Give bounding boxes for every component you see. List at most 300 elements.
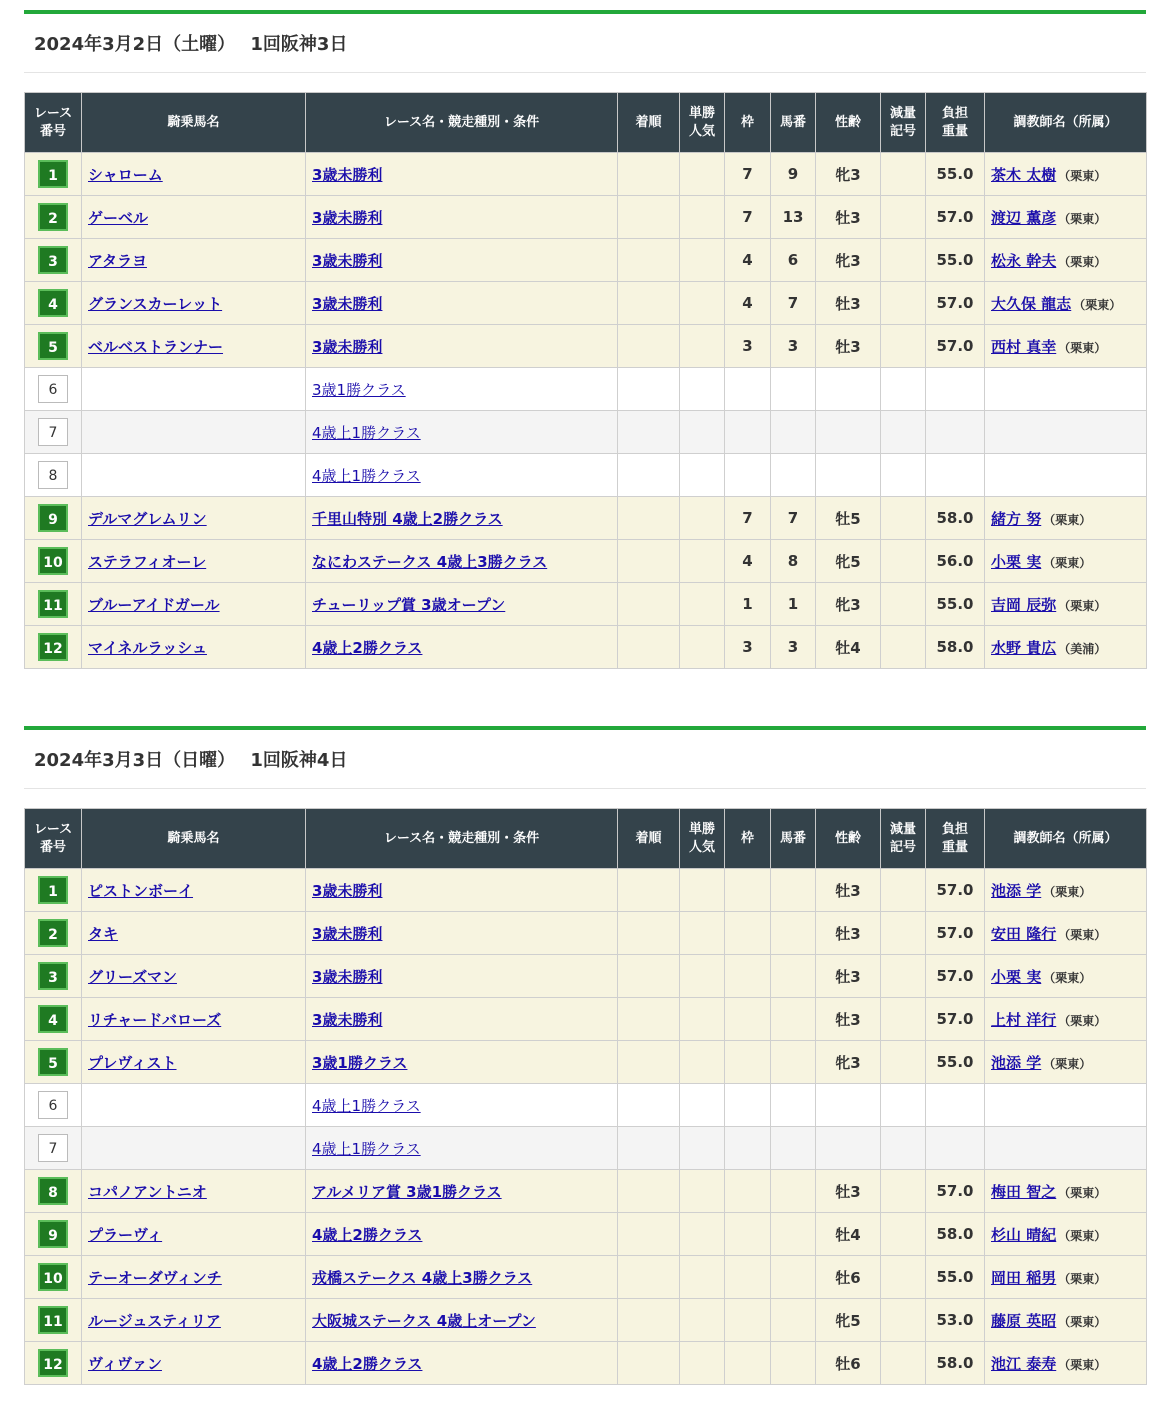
trainer-affiliation: （栗東） [1058, 168, 1107, 183]
trainer-link[interactable]: 水野 貴広 [991, 638, 1057, 657]
race-name-link[interactable]: 3歳未勝利 [312, 208, 383, 227]
trainer-link[interactable]: 梅田 智之 [991, 1182, 1057, 1201]
finish-cell [618, 411, 680, 454]
umaban-cell: 9 [771, 153, 816, 196]
trainer-link[interactable]: 小栗 実 [991, 967, 1042, 986]
race-number-badge: 10 [38, 547, 68, 575]
finish-cell [618, 153, 680, 196]
popularity-cell [680, 869, 725, 912]
trainer-affiliation: （栗東） [1058, 1228, 1107, 1243]
race-name-link[interactable]: 4歳上2勝クラス [312, 1354, 423, 1373]
race-number-cell [25, 955, 82, 998]
trainer-affiliation: （栗東） [1043, 1056, 1092, 1071]
horse-name-link[interactable]: グランスカーレット [88, 294, 223, 313]
race-number-badge: 12 [38, 1349, 68, 1377]
race-cell [306, 368, 618, 411]
trainer-link[interactable]: 池江 泰寿 [991, 1354, 1057, 1373]
trainer-affiliation: （美浦） [1058, 641, 1107, 656]
weight-cell: 57.0 [926, 1170, 985, 1213]
race-number-cell [25, 1299, 82, 1342]
race-cell [306, 1084, 618, 1127]
finish-cell [618, 1213, 680, 1256]
table-row [25, 1170, 1147, 1213]
finish-cell [618, 1299, 680, 1342]
horse-cell [82, 912, 306, 955]
race-cell [306, 1170, 618, 1213]
race-number-badge: 5 [38, 332, 68, 360]
race-name-link[interactable]: 3歳未勝利 [312, 924, 383, 943]
race-number-badge: 12 [38, 633, 68, 661]
trainer-link[interactable]: 渡辺 薫彦 [991, 208, 1057, 227]
race-name-link[interactable]: 千里山特別 4歳上2勝クラス [312, 509, 503, 528]
trainer-cell [985, 239, 1147, 282]
finish-cell [618, 325, 680, 368]
waku-cell: 1 [725, 583, 771, 626]
day-section [24, 10, 1146, 657]
table-row [25, 153, 1147, 196]
header-waku: 枠 [725, 93, 771, 153]
race-name-link[interactable]: 大阪城ステークス 4歳上オープン [312, 1311, 536, 1330]
race-name-link[interactable]: チューリップ賞 3歳オープン [312, 595, 506, 614]
race-number-cell [25, 869, 82, 912]
trainer-affiliation: （栗東） [1058, 211, 1107, 226]
race-number-badge: 2 [38, 919, 68, 947]
finish-cell [618, 912, 680, 955]
race-name-link[interactable]: 4歳上1勝クラス [312, 466, 421, 485]
race-cell [306, 955, 618, 998]
reduction-cell [881, 626, 926, 669]
sexage-cell [816, 368, 881, 411]
reduction-cell [881, 1041, 926, 1084]
popularity-cell [680, 1342, 725, 1385]
trainer-cell [985, 912, 1147, 955]
horse-name-link[interactable]: ベルベストランナー [88, 337, 224, 356]
race-cell [306, 626, 618, 669]
trainer-link[interactable]: 西村 真幸 [991, 337, 1057, 356]
horse-cell [82, 411, 306, 454]
race-name-link[interactable]: 3歳未勝利 [312, 165, 383, 184]
reduction-cell [881, 955, 926, 998]
header-race: レース名・競走種別・条件 [306, 809, 618, 869]
horse-cell [82, 368, 306, 411]
waku-cell [725, 411, 771, 454]
sexage-cell: 牝5 [816, 540, 881, 583]
horse-name-link[interactable]: ヴィヴァン [88, 1354, 162, 1373]
table-header-row [25, 809, 1147, 869]
race-number-badge: 4 [38, 289, 68, 317]
trainer-link[interactable]: 杉山 晴紀 [991, 1225, 1057, 1244]
table-row [25, 955, 1147, 998]
race-number-cell [25, 1170, 82, 1213]
table-row [25, 411, 1147, 454]
finish-cell [618, 626, 680, 669]
reduction-cell [881, 1170, 926, 1213]
sexage-cell: 牝3 [816, 153, 881, 196]
reduction-cell [881, 869, 926, 912]
sexage-cell: 牝3 [816, 1041, 881, 1084]
race-name-link[interactable]: 3歳未勝利 [312, 251, 383, 270]
popularity-cell [680, 1084, 725, 1127]
finish-cell [618, 998, 680, 1041]
header-umaban: 馬番 [771, 93, 816, 153]
waku-cell [725, 1342, 771, 1385]
header-weight: 負担 重量 [926, 809, 985, 869]
header-horse: 騎乗馬名 [82, 809, 306, 869]
umaban-cell: 7 [771, 497, 816, 540]
horse-name-link[interactable]: デルマグレムリン [88, 509, 207, 528]
header-sexage: 性齢 [816, 93, 881, 153]
trainer-cell [985, 325, 1147, 368]
trainer-cell [985, 540, 1147, 583]
finish-cell [618, 1342, 680, 1385]
trainer-cell [985, 1342, 1147, 1385]
weight-cell: 57.0 [926, 282, 985, 325]
umaban-cell [771, 998, 816, 1041]
weight-cell: 55.0 [926, 583, 985, 626]
finish-cell [618, 1256, 680, 1299]
race-cell [306, 540, 618, 583]
header-finish: 着順 [618, 93, 680, 153]
horse-name-link[interactable]: テーオーダヴィンチ [88, 1268, 222, 1287]
horse-name-link[interactable]: ピストンボーイ [88, 881, 194, 900]
trainer-affiliation: （栗東） [1043, 884, 1092, 899]
horse-cell [82, 1170, 306, 1213]
sexage-cell: 牡3 [816, 955, 881, 998]
race-cell [306, 282, 618, 325]
table-row [25, 626, 1147, 669]
table-row [25, 1041, 1147, 1084]
umaban-cell [771, 1084, 816, 1127]
popularity-cell [680, 196, 725, 239]
popularity-cell [680, 411, 725, 454]
race-number-badge: 3 [38, 246, 68, 274]
horse-name-link[interactable]: ステラフィオーレ [88, 552, 207, 571]
umaban-cell [771, 1256, 816, 1299]
trainer-link[interactable]: 松永 幹夫 [991, 251, 1057, 270]
sexage-cell: 牡6 [816, 1342, 881, 1385]
trainer-affiliation: （栗東） [1073, 297, 1122, 312]
race-number-cell [25, 1213, 82, 1256]
race-number-badge: 6 [38, 1091, 68, 1119]
reduction-cell [881, 239, 926, 282]
table-row [25, 1213, 1147, 1256]
umaban-cell: 1 [771, 583, 816, 626]
horse-cell [82, 1299, 306, 1342]
finish-cell [618, 1041, 680, 1084]
race-table [24, 808, 1147, 1385]
horse-name-link[interactable]: グリーズマン [88, 967, 177, 986]
weight-cell: 57.0 [926, 998, 985, 1041]
race-number-cell [25, 282, 82, 325]
trainer-cell [985, 1041, 1147, 1084]
header-weight: 負担 重量 [926, 93, 985, 153]
race-number-cell [25, 368, 82, 411]
race-name-link[interactable]: 4歳上1勝クラス [312, 1139, 421, 1158]
weight-cell: 58.0 [926, 1342, 985, 1385]
weight-cell: 56.0 [926, 540, 985, 583]
reduction-cell [881, 912, 926, 955]
race-cell [306, 153, 618, 196]
race-number-badge: 5 [38, 1048, 68, 1076]
trainer-cell [985, 153, 1147, 196]
header-sexage: 性齢 [816, 809, 881, 869]
race-name-link[interactable]: 4歳上2勝クラス [312, 638, 423, 657]
race-number-badge: 2 [38, 203, 68, 231]
horse-name-link[interactable]: リチャードバローズ [88, 1010, 222, 1029]
umaban-cell [771, 912, 816, 955]
trainer-affiliation: （栗東） [1043, 555, 1092, 570]
popularity-cell [680, 1170, 725, 1213]
weight-cell [926, 368, 985, 411]
reduction-cell [881, 454, 926, 497]
sexage-cell: 牝5 [816, 1299, 881, 1342]
race-number-cell [25, 153, 82, 196]
trainer-cell [985, 583, 1147, 626]
race-cell [306, 1342, 618, 1385]
waku-cell [725, 912, 771, 955]
popularity-cell [680, 497, 725, 540]
weight-cell: 57.0 [926, 325, 985, 368]
race-number-cell [25, 1256, 82, 1299]
race-number-cell [25, 325, 82, 368]
trainer-link[interactable]: 緒方 努 [991, 509, 1042, 528]
umaban-cell: 13 [771, 196, 816, 239]
popularity-cell [680, 1299, 725, 1342]
race-number-badge: 7 [38, 418, 68, 446]
weight-cell: 55.0 [926, 1041, 985, 1084]
horse-name-link[interactable]: プレヴィスト [88, 1053, 177, 1072]
table-row [25, 1084, 1147, 1127]
weight-cell [926, 1127, 985, 1170]
race-number-badge: 7 [38, 1134, 68, 1162]
header-race-no: レース 番号 [25, 809, 82, 869]
race-name-link[interactable]: アルメリア賞 3歳1勝クラス [312, 1182, 502, 1201]
race-cell [306, 196, 618, 239]
header-reduction: 減量 記号 [881, 93, 926, 153]
trainer-link[interactable]: 小栗 実 [991, 552, 1042, 571]
trainer-link[interactable]: 大久保 龍志 [991, 294, 1072, 313]
horse-cell [82, 583, 306, 626]
race-number-cell [25, 583, 82, 626]
reduction-cell [881, 1127, 926, 1170]
race-number-badge: 11 [38, 590, 68, 618]
finish-cell [618, 497, 680, 540]
race-number-cell [25, 1084, 82, 1127]
horse-cell [82, 1213, 306, 1256]
race-number-cell [25, 1041, 82, 1084]
race-name-link[interactable]: なにわステークス 4歳上3勝クラス [312, 552, 548, 571]
sexage-cell: 牡3 [816, 912, 881, 955]
trainer-cell [985, 1256, 1147, 1299]
umaban-cell [771, 955, 816, 998]
waku-cell [725, 955, 771, 998]
umaban-cell: 6 [771, 239, 816, 282]
race-name-link[interactable]: 戎橋ステークス 4歳上3勝クラス [312, 1268, 533, 1287]
race-number-cell [25, 626, 82, 669]
horse-name-link[interactable]: ブルーアイドガール [88, 595, 220, 614]
trainer-link[interactable]: 安田 隆行 [991, 924, 1057, 943]
waku-cell [725, 454, 771, 497]
reduction-cell [881, 1213, 926, 1256]
horse-name-link[interactable]: プラーヴィ [88, 1225, 163, 1244]
trainer-cell [985, 1213, 1147, 1256]
reduction-cell [881, 497, 926, 540]
weight-cell: 55.0 [926, 1256, 985, 1299]
trainer-link[interactable]: 上村 洋行 [991, 1010, 1057, 1029]
race-number-badge: 4 [38, 1005, 68, 1033]
reduction-cell [881, 1084, 926, 1127]
race-number-badge: 3 [38, 962, 68, 990]
horse-name-link[interactable]: ゲーベル [88, 208, 149, 227]
umaban-cell [771, 1213, 816, 1256]
race-name-link[interactable]: 3歳未勝利 [312, 294, 383, 313]
race-name-link[interactable]: 3歳1勝クラス [312, 380, 406, 399]
finish-cell [618, 1170, 680, 1213]
table-row [25, 540, 1147, 583]
race-number-cell [25, 1342, 82, 1385]
trainer-affiliation: （栗東） [1058, 598, 1107, 613]
umaban-cell: 7 [771, 282, 816, 325]
weight-cell: 58.0 [926, 626, 985, 669]
race-cell [306, 497, 618, 540]
sexage-cell: 牡4 [816, 1213, 881, 1256]
trainer-cell [985, 1084, 1147, 1127]
sexage-cell: 牡6 [816, 1256, 881, 1299]
waku-cell [725, 1299, 771, 1342]
table-row [25, 282, 1147, 325]
horse-cell [82, 239, 306, 282]
sexage-cell: 牡3 [816, 282, 881, 325]
table-row [25, 454, 1147, 497]
trainer-cell [985, 955, 1147, 998]
reduction-cell [881, 998, 926, 1041]
horse-cell [82, 998, 306, 1041]
race-cell [306, 583, 618, 626]
finish-cell [618, 955, 680, 998]
weight-cell: 57.0 [926, 955, 985, 998]
day-section [24, 726, 1146, 1373]
popularity-cell [680, 626, 725, 669]
umaban-cell [771, 454, 816, 497]
popularity-cell [680, 239, 725, 282]
reduction-cell [881, 1299, 926, 1342]
trainer-affiliation: （栗東） [1058, 1185, 1107, 1200]
finish-cell [618, 239, 680, 282]
popularity-cell [680, 454, 725, 497]
trainer-cell [985, 368, 1147, 411]
popularity-cell [680, 998, 725, 1041]
popularity-cell [680, 153, 725, 196]
popularity-cell [680, 368, 725, 411]
table-row [25, 912, 1147, 955]
popularity-cell [680, 955, 725, 998]
horse-cell [82, 955, 306, 998]
horse-name-link[interactable]: ルージュスティリア [88, 1311, 221, 1330]
weight-cell: 53.0 [926, 1299, 985, 1342]
trainer-affiliation: （栗東） [1043, 970, 1092, 985]
horse-name-link[interactable]: コパノアントニオ [88, 1182, 207, 1201]
waku-cell [725, 368, 771, 411]
table-row [25, 869, 1147, 912]
race-number-cell [25, 411, 82, 454]
race-name-link[interactable]: 4歳上1勝クラス [312, 1096, 421, 1115]
race-number-cell [25, 239, 82, 282]
trainer-link[interactable]: 吉岡 辰弥 [991, 595, 1057, 614]
waku-cell: 7 [725, 196, 771, 239]
day-title: 2024年3月2日（土曜） 1回阪神3日 [24, 14, 1146, 73]
trainer-link[interactable]: 藤原 英昭 [991, 1311, 1057, 1330]
table-row [25, 1127, 1147, 1170]
trainer-cell [985, 1170, 1147, 1213]
header-trainer: 調教師名（所属） [985, 93, 1147, 153]
sexage-cell: 牡3 [816, 998, 881, 1041]
umaban-cell [771, 411, 816, 454]
header-waku: 枠 [725, 809, 771, 869]
horse-name-link[interactable]: シャローム [88, 165, 163, 184]
race-name-link[interactable]: 3歳未勝利 [312, 337, 383, 356]
trainer-link[interactable]: 池添 学 [991, 881, 1042, 900]
horse-name-link[interactable]: タキ [88, 924, 119, 943]
table-row [25, 998, 1147, 1041]
header-horse: 騎乗馬名 [82, 93, 306, 153]
race-name-link[interactable]: 4歳上1勝クラス [312, 423, 421, 442]
race-number-badge: 9 [38, 1220, 68, 1248]
weight-cell: 58.0 [926, 1213, 985, 1256]
race-name-link[interactable]: 3歳未勝利 [312, 881, 383, 900]
table-row [25, 325, 1147, 368]
race-cell [306, 454, 618, 497]
weight-cell [926, 454, 985, 497]
race-cell [306, 1041, 618, 1084]
race-number-badge: 10 [38, 1263, 68, 1291]
trainer-affiliation: （栗東） [1058, 1271, 1107, 1286]
trainer-link[interactable]: 茶木 太樹 [991, 165, 1057, 184]
trainer-cell [985, 196, 1147, 239]
popularity-cell [680, 282, 725, 325]
race-cell [306, 912, 618, 955]
race-name-link[interactable]: 3歳未勝利 [312, 1010, 383, 1029]
race-cell [306, 998, 618, 1041]
race-cell [306, 1127, 618, 1170]
trainer-link[interactable]: 池添 学 [991, 1053, 1042, 1072]
horse-name-link[interactable]: マイネルラッシュ [88, 638, 207, 657]
race-name-link[interactable]: 3歳1勝クラス [312, 1053, 408, 1072]
race-name-link[interactable]: 4歳上2勝クラス [312, 1225, 423, 1244]
waku-cell [725, 1256, 771, 1299]
sexage-cell: 牡3 [816, 325, 881, 368]
table-row [25, 239, 1147, 282]
reduction-cell [881, 282, 926, 325]
waku-cell [725, 1127, 771, 1170]
horse-cell [82, 1084, 306, 1127]
weight-cell: 55.0 [926, 153, 985, 196]
horse-cell [82, 325, 306, 368]
horse-cell [82, 869, 306, 912]
sexage-cell: 牡3 [816, 1170, 881, 1213]
race-number-cell [25, 497, 82, 540]
race-number-cell [25, 454, 82, 497]
finish-cell [618, 869, 680, 912]
waku-cell: 4 [725, 239, 771, 282]
waku-cell [725, 1084, 771, 1127]
race-cell [306, 239, 618, 282]
trainer-link[interactable]: 岡田 稲男 [991, 1268, 1057, 1287]
trainer-cell [985, 998, 1147, 1041]
horse-name-link[interactable]: アタラヨ [88, 251, 147, 270]
header-race-no: レース 番号 [25, 93, 82, 153]
race-name-link[interactable]: 3歳未勝利 [312, 967, 383, 986]
horse-cell [82, 282, 306, 325]
